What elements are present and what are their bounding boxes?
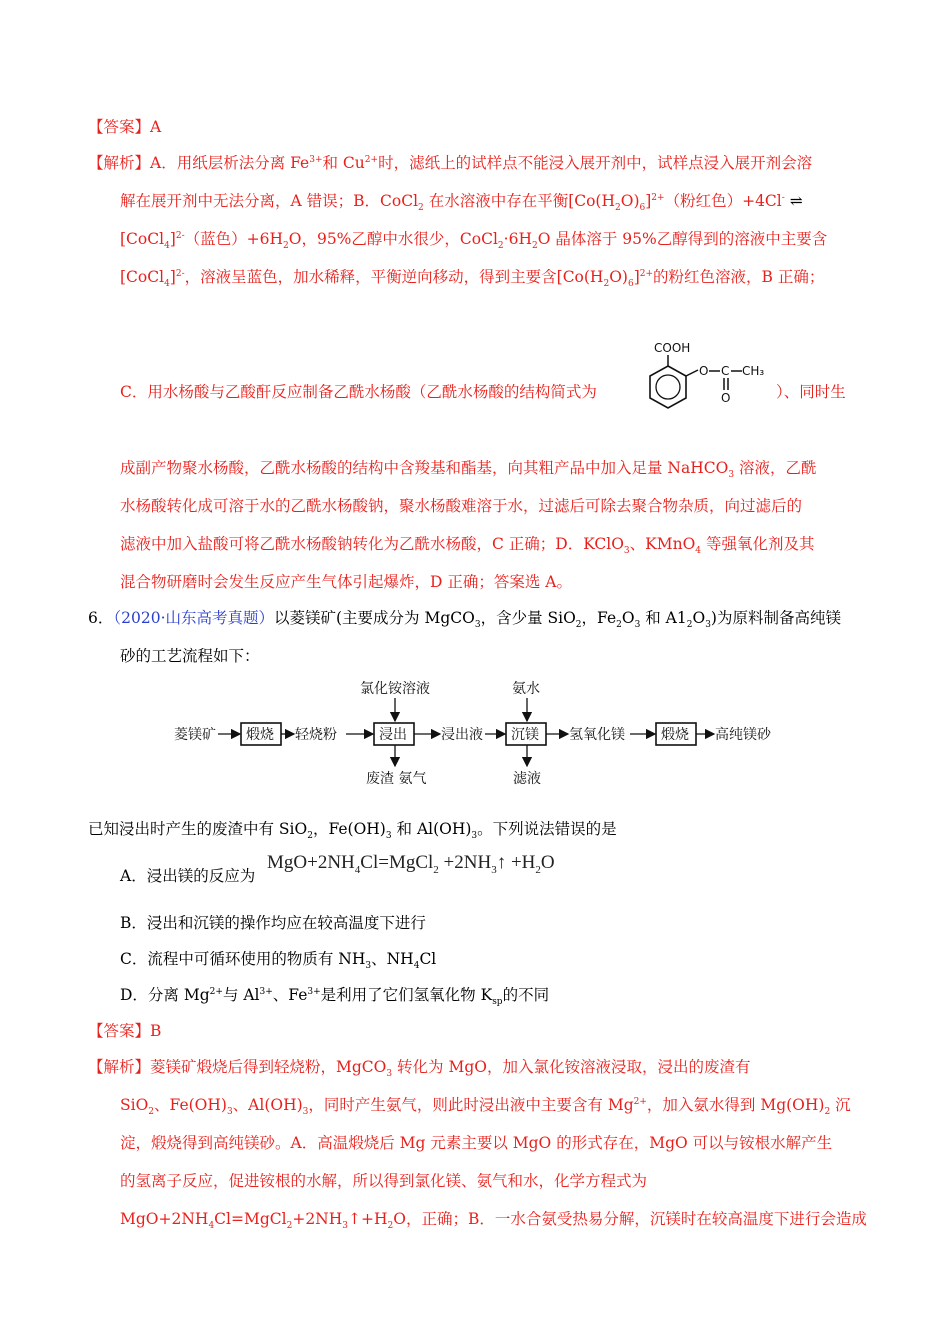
flow-reagent-ammonium-chloride: 氯化铵溶液 — [360, 681, 430, 697]
flow-box-calcine-1-label: 煅烧 — [246, 727, 274, 743]
q6-option-a-equation: $MgO+2NH_4Cl=MgCl_2$ $+2NH_3↑ +H_2O$ — [267, 852, 555, 876]
q5-analysis-line-5b: ）、同时生 — [776, 383, 846, 401]
q5-analysis-line-1: 【解析】A．用纸层析法分离 $Fe^{3+}$和 $Cu^{2+}$时，滤纸上的试样点不能浸入展开剂中，试样点浸入展开剂会溶 — [88, 154, 813, 172]
struct-c-label: C — [721, 364, 730, 378]
struct-bond — [686, 370, 698, 376]
flow-leachate: 浸出液 — [441, 727, 483, 743]
struct-o-label: O — [699, 364, 709, 378]
acetylsalicylic-acid-structure — [632, 338, 774, 422]
q5-analysis-line-9: 混合物研磨时会发生反应产生气体引起爆炸，D 正确；答案选 A。 — [120, 573, 572, 591]
answer-tag: 【答案】 — [88, 118, 151, 136]
struct-ch3-label: CH₃ — [742, 364, 765, 378]
q6-answer — [88, 1020, 161, 1042]
process-flow-diagram — [170, 676, 790, 794]
flow-light-burned-powder: 轻烧粉 — [295, 727, 337, 743]
q6-option-b: B．浸出和沉镁的操作均应在较高温度下进行 — [120, 914, 426, 932]
q5-answer — [88, 116, 161, 138]
answer-value: A — [150, 118, 162, 136]
flow-raw-material: 菱镁矿 — [174, 727, 216, 743]
q6-stem-line-1: 6．（2020·山东高考真题）以菱镁矿(主要成分为 MgCO$_3$，含少量 SiO$_2$，$Fe_2O_3$ 和 $A1_2O_3$)为原料制备高纯镁 — [88, 609, 841, 631]
q5-analysis-line-2: 解在展开剂中无法分离，A 错误；B．CoCl$_2$ 在水溶液中存在平衡$[Co(H_2O)_6]^{2+}$（粉红色）+4Cl- ⇌ — [120, 192, 803, 214]
flow-reagent-ammonia-water: 氨水 — [512, 681, 540, 697]
q6-analysis-line-4: 的氢离子反应，促进铵根的水解，所以得到氯化镁、氨气和水，化学方程式为 — [120, 1172, 648, 1190]
q6-analysis-line-2: SiO$_2$、$Fe(OH)_3$、$Al(OH)_3$，同时产生氨气，则此时浸出液中主要含有 $Mg^{2+}$，加入氨水得到 $Mg(OH)_2$ 沉 — [120, 1096, 851, 1118]
question-source: （2020·山东高考真题） — [113, 609, 274, 627]
flow-box-calcine-2-label: 煅烧 — [661, 727, 689, 743]
q6-known: 已知浸出时产生的废渣中有 SiO$_2$，$Fe(OH)_3$ 和 $Al(OH)_3$。下列说法错误的是 — [88, 820, 617, 842]
flow-filtrate: 滤液 — [513, 771, 541, 787]
q6-analysis-line-1: 【解析】菱镁矿煅烧后得到轻烧粉，MgCO$_3$ 转化为 MgO，加入氯化铵溶液浸取，浸出的废渣有 — [88, 1058, 751, 1080]
analysis-tag: 【解析】 — [88, 154, 151, 172]
q5-analysis-line-6: 成副产物聚水杨酸，乙酰水杨酸的结构中含羧基和酯基，向其粗产品中加入足量 NaHCO$_3$ 溶液，乙酰 — [120, 459, 817, 481]
q6-analysis-line-3: 淀，煅烧得到高纯镁砂。A．高温煅烧后 Mg 元素主要以 MgO 的形式存在，MgO 可以与铵根水解产生 — [120, 1134, 833, 1152]
q5-analysis-line-7: 水杨酸转化成可溶于水的乙酰水杨酸钠，聚水杨酸难溶于水，过滤后可除去聚合物杂质，向过滤后的 — [120, 497, 803, 515]
struct-cooh-label: COOH — [654, 341, 691, 355]
flow-box-precipitate-label: 沉镁 — [511, 727, 539, 743]
q6-option-d: D．分离 $Mg^{2+}$与 $Al^{3+}$、$Fe^{3+}$是利用了它们氢氧化物 $K_{sp}$的不同 — [120, 986, 550, 1008]
flow-product: 高纯镁砂 — [715, 727, 771, 743]
flow-magnesium-hydroxide: 氢氧化镁 — [569, 727, 625, 743]
q5-analysis-line-4: [CoCl$_4$]$^{2-}$，溶液呈蓝色，加水稀释，平衡逆向移动，得到主要含$[Co(H_2O)_6]^{2+}$的粉红色溶液，B 正确； — [120, 268, 825, 290]
q5-analysis-line-3: [CoCl$_4$]$^{2-}$（蓝色）$+6H_2O$，95%乙醇中水很少，$CoCl_2\cdot 6H_2O$ 晶体溶于 95%乙醇得到的溶液中主要含 — [120, 230, 828, 252]
answer-tag: 【答案】 — [88, 1022, 151, 1040]
benzene-circle — [656, 375, 680, 399]
q5-analysis-line-8: 滤液中加入盐酸可将乙酰水杨酸钠转化为乙酰水杨酸，C 正确；D．KClO$_3$、KMnO$_4$ 等强氧化剂及其 — [120, 535, 815, 557]
q6-analysis-line-5: $MgO+2NH_4Cl=MgCl_2+2NH_3↑+H_2O$，正确；B．一水合氨受热易分解，沉镁时在较高温度下进行会造成 — [120, 1210, 867, 1232]
analysis-tag: 【解析】 — [88, 1058, 151, 1076]
struct-o2-label: O — [721, 391, 731, 405]
answer-value: B — [150, 1022, 162, 1040]
flow-box-leach-label: 浸出 — [379, 727, 407, 743]
q6-option-a: A．浸出镁的反应为 — [120, 867, 256, 885]
q6-option-c: C．流程中可循环使用的物质有 $NH_3$、$NH_4Cl$ — [120, 950, 437, 972]
question-number: 6． — [88, 609, 114, 627]
q5-analysis-line-5a: C．用水杨酸与乙酸酐反应制备乙酰水杨酸（乙酰水杨酸的结构简式为 — [120, 383, 597, 401]
flow-waste-residue-ammonia: 废渣 氨气 — [366, 771, 427, 787]
q6-stem-line-2: 砂的工艺流程如下： — [120, 647, 260, 665]
